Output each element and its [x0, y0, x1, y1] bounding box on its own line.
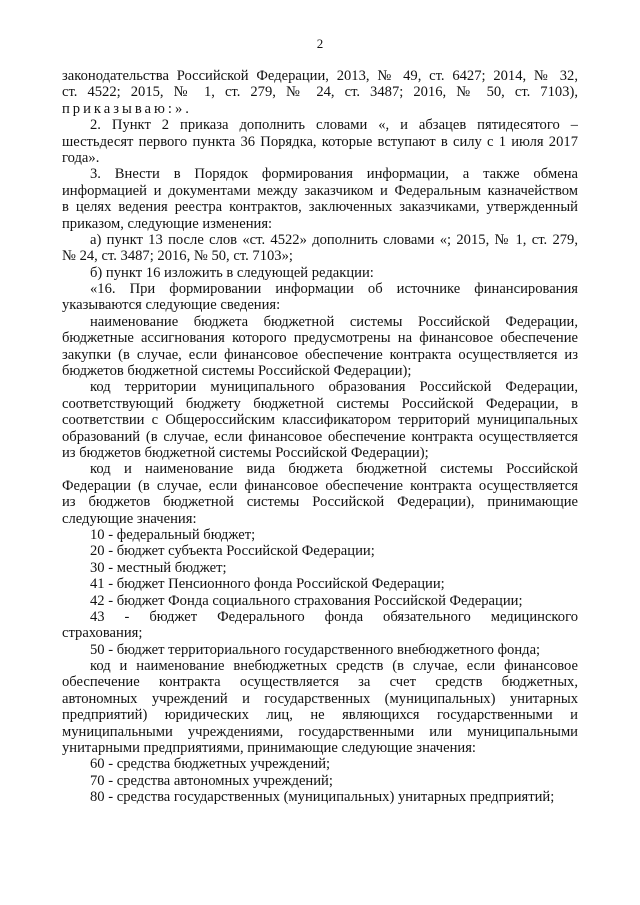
text-line: 2. Пункт 2 приказа дополнить словами «, и абзацев пятидесятого – — [90, 117, 578, 134]
text-line: 60 - средства бюджетных учреждений; — [90, 756, 331, 773]
text-line: законодательства Российской Федерации, 2013, № 49, ст. 6427; 2014, № 32, — [62, 68, 578, 84]
text-line: 20 - бюджет субъекта Российской Федерации; — [90, 543, 375, 560]
text-line: автономных учреждений и государственных (муниципальных) унитарных — [62, 690, 578, 707]
text-line: приказываю:». — [62, 100, 192, 117]
text-line: 41 - бюджет Пенсионного фонда Российской Федерации; — [90, 576, 445, 593]
text-line: страхования; — [62, 625, 143, 642]
text-line: 80 - средства государственных (муниципальных) унитарных предприятий; — [90, 789, 555, 806]
text-line: приказом, следующие изменения: — [62, 215, 273, 232]
document-body — [62, 68, 578, 806]
text-line: а) пункт 13 после слов «ст. 4522» дополнить словами «; 2015, № 1, ст. 279, — [90, 231, 578, 248]
text-line: года». — [62, 149, 100, 166]
text-line: код территории муниципального образования Российской Федерации, — [90, 379, 578, 396]
text-line: 43 - бюджет Федерального фонда обязательного медицинского — [90, 608, 578, 625]
text-line: № 24, ст. 3487; 2016, № 50, ст. 7103»; — [62, 248, 293, 265]
text-line: 70 - средства автономных учреждений; — [90, 772, 333, 789]
text-line: бюджетные ассигнования которого предусмотрены на финансовое обеспечение — [62, 330, 578, 347]
text-line: ст. 4522; 2015, № 1, ст. 279, № 24, ст. 3487; 2016, № 50, ст. 7103), — [62, 84, 578, 101]
text-line: Федерации (в случае, если финансовое обеспечение контракта осуществляется — [62, 477, 578, 494]
text-line: обеспечение контракта осуществляется за счет средств бюджетных, — [62, 674, 578, 691]
text-line: 3. Внести в Порядок формирования информации, а также обмена — [90, 166, 578, 183]
text-line: 50 - бюджет территориального государственного внебюджетного фонда; — [90, 641, 541, 658]
text-line: «16. При формировании информации об источнике финансирования — [90, 281, 578, 298]
page-number: 2 — [316, 36, 324, 51]
text-line: 30 - местный бюджет; — [90, 559, 227, 576]
text-line: 42 - бюджет Фонда социального страхования Российской Федерации; — [90, 592, 523, 609]
text-line: наименование бюджета бюджетной системы Российской Федерации, — [90, 313, 578, 330]
text-line: унитарными предприятиями, принимающие следующие значения: — [62, 740, 476, 757]
text-line: информацией и документами между заказчиком и Федеральным казначейством — [62, 182, 578, 199]
text-line: код и наименование вида бюджета бюджетной системы Российской — [90, 461, 578, 478]
text-line: указываются следующие сведения: — [62, 297, 281, 314]
text-line: из бюджетов бюджетной системы Российской Федерации); — [62, 444, 429, 461]
text-line: 10 - федеральный бюджет; — [90, 526, 256, 543]
text-line: в целях ведения реестра контрактов, заключенных заказчиками, утвержденный — [62, 199, 578, 216]
text-line: б) пункт 16 изложить в следующей редакции: — [90, 264, 374, 281]
text-line: предприятий) юридических лиц, не являющихся государственными и — [62, 707, 578, 724]
text-line: муниципальными учреждениями, государственными или муниципальными — [62, 723, 578, 740]
text-line: образований (в случае, если финансовое обеспечение контракта осуществляется — [62, 428, 578, 445]
text-line: закупки (в случае, если финансовое обеспечение контракта осуществляется из — [62, 346, 578, 363]
text-line: код и наименование внебюджетных средств (в случае, если финансовое — [90, 658, 578, 675]
text-line: бюджетов бюджетной системы Российской Федерации); — [62, 363, 412, 380]
text-line: следующие значения: — [62, 510, 197, 527]
text-line: соответствии с Общероссийским классификатором территорий муниципальных — [62, 412, 578, 429]
text-line: из бюджетов бюджетной системы Российской Федерации), принимающие — [62, 494, 578, 511]
text-line: шестьдесят первого пункта 36 Порядка, которые вступают в силу с 1 июля 2017 — [62, 133, 578, 150]
text-line: соответствующий бюджету бюджетной системы Российской Федерации, в — [62, 395, 578, 412]
